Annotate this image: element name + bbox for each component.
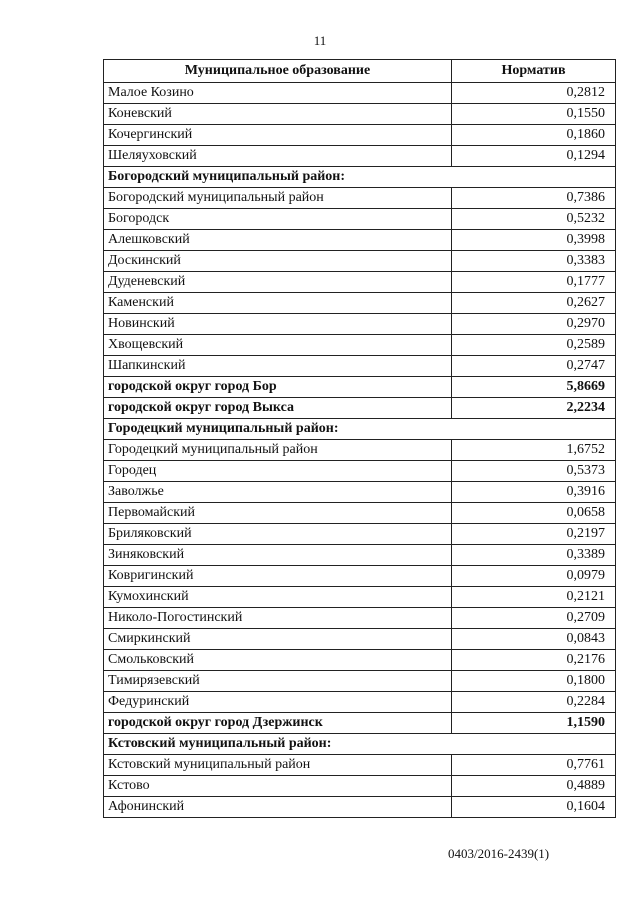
municipality-name: Шапкинский	[104, 356, 452, 377]
municipality-name: Кумохинский	[104, 587, 452, 608]
municipality-name: Первомайский	[104, 503, 452, 524]
municipality-name: Заволжье	[104, 482, 452, 503]
municipality-name: Хвощевский	[104, 335, 452, 356]
section-row	[104, 419, 616, 440]
section-row	[104, 734, 616, 755]
municipality-name: Зиняковский	[104, 545, 452, 566]
table-row	[104, 230, 616, 251]
table-row	[104, 797, 616, 818]
municipality-name: Федуринский	[104, 692, 452, 713]
table-row	[104, 482, 616, 503]
municipality-name: Богородск	[104, 209, 452, 230]
norm-value: 5,8669	[452, 377, 616, 398]
municipality-name: Алешковский	[104, 230, 452, 251]
header-norm: Норматив	[452, 60, 616, 83]
norm-value: 0,4889	[452, 776, 616, 797]
municipality-name: Малое Козино	[104, 83, 452, 104]
table-row	[104, 104, 616, 125]
municipality-name: Шеляуховский	[104, 146, 452, 167]
table-row	[104, 461, 616, 482]
municipality-name: Каменский	[104, 293, 452, 314]
norm-value: 0,1604	[452, 797, 616, 818]
norm-value: 0,1777	[452, 272, 616, 293]
norm-value: 0,3998	[452, 230, 616, 251]
norm-value	[452, 734, 616, 755]
municipality-name: городской округ город Бор	[104, 377, 452, 398]
municipality-name: Кстовский муниципальный район:	[104, 734, 452, 755]
header-municipality: Муниципальное образование	[104, 60, 452, 83]
table-row	[104, 146, 616, 167]
norm-value: 0,3389	[452, 545, 616, 566]
table-row	[104, 524, 616, 545]
table-row	[104, 671, 616, 692]
norm-value: 0,2197	[452, 524, 616, 545]
table-row	[104, 83, 616, 104]
municipality-name: Доскинский	[104, 251, 452, 272]
municipality-name: Смиркинский	[104, 629, 452, 650]
table-row	[104, 650, 616, 671]
norm-value: 0,2589	[452, 335, 616, 356]
municipality-name: Дуденевский	[104, 272, 452, 293]
municipality-name: городской округ город Выкса	[104, 398, 452, 419]
municipality-name: Городецкий муниципальный район	[104, 440, 452, 461]
table-row	[104, 713, 616, 734]
table-row	[104, 692, 616, 713]
table-row	[104, 503, 616, 524]
table-row	[104, 440, 616, 461]
table-row	[104, 398, 616, 419]
municipality-name: Новинский	[104, 314, 452, 335]
norm-value: 0,5232	[452, 209, 616, 230]
table-row	[104, 377, 616, 398]
municipality-name: Богородский муниципальный район:	[104, 167, 452, 188]
table-row	[104, 608, 616, 629]
norm-value: 0,7386	[452, 188, 616, 209]
norm-value: 0,0658	[452, 503, 616, 524]
municipality-name: городской округ город Дзержинск	[104, 713, 452, 734]
table-row	[104, 335, 616, 356]
document-code: 0403/2016-2439(1)	[448, 846, 550, 861]
municipality-name: Николо-Погостинский	[104, 608, 452, 629]
norm-value: 0,2709	[452, 608, 616, 629]
municipality-name: Кстовский муниципальный район	[104, 755, 452, 776]
municipality-name: Смольковский	[104, 650, 452, 671]
table-row	[104, 209, 616, 230]
norm-value: 0,0843	[452, 629, 616, 650]
table-row	[104, 251, 616, 272]
table-row	[104, 587, 616, 608]
norm-value: 0,2284	[452, 692, 616, 713]
municipality-name: Богородский муниципальный район	[104, 188, 452, 209]
norm-value: 2,2234	[452, 398, 616, 419]
norm-value: 0,5373	[452, 461, 616, 482]
municipality-name: Кочергинский	[104, 125, 452, 146]
municipality-name: Коневский	[104, 104, 452, 125]
municipality-name: Ковригинский	[104, 566, 452, 587]
municipality-name: Кстово	[104, 776, 452, 797]
table-body	[104, 83, 616, 818]
municipality-name: Городецкий муниципальный район:	[104, 419, 452, 440]
table-row	[104, 566, 616, 587]
table-row	[104, 755, 616, 776]
municipality-name: Тимирязевский	[104, 671, 452, 692]
norm-value: 1,1590	[452, 713, 616, 734]
norms-table	[103, 59, 616, 818]
norm-value: 0,7761	[452, 755, 616, 776]
page-number: 11	[313, 33, 327, 48]
table-header-row	[104, 60, 616, 83]
norm-value	[452, 167, 616, 188]
municipality-name: Бриляковский	[104, 524, 452, 545]
table-row	[104, 545, 616, 566]
norm-value: 1,6752	[452, 440, 616, 461]
norm-value: 0,3383	[452, 251, 616, 272]
table-row	[104, 125, 616, 146]
norm-value	[452, 419, 616, 440]
table-row	[104, 356, 616, 377]
norm-value: 0,1800	[452, 671, 616, 692]
table-row	[104, 314, 616, 335]
section-row	[104, 167, 616, 188]
norm-value: 0,2176	[452, 650, 616, 671]
municipality-name: Афонинский	[104, 797, 452, 818]
norm-value: 0,1294	[452, 146, 616, 167]
norm-value: 0,1550	[452, 104, 616, 125]
municipality-name: Городец	[104, 461, 452, 482]
norm-value: 0,2121	[452, 587, 616, 608]
table-row	[104, 629, 616, 650]
table-row	[104, 272, 616, 293]
table-row	[104, 776, 616, 797]
norm-value: 0,2627	[452, 293, 616, 314]
table-row	[104, 188, 616, 209]
norm-value: 0,2970	[452, 314, 616, 335]
norm-value: 0,3916	[452, 482, 616, 503]
norm-value: 0,2812	[452, 83, 616, 104]
norm-value: 0,2747	[452, 356, 616, 377]
norm-value: 0,1860	[452, 125, 616, 146]
table-row	[104, 293, 616, 314]
norm-value: 0,0979	[452, 566, 616, 587]
